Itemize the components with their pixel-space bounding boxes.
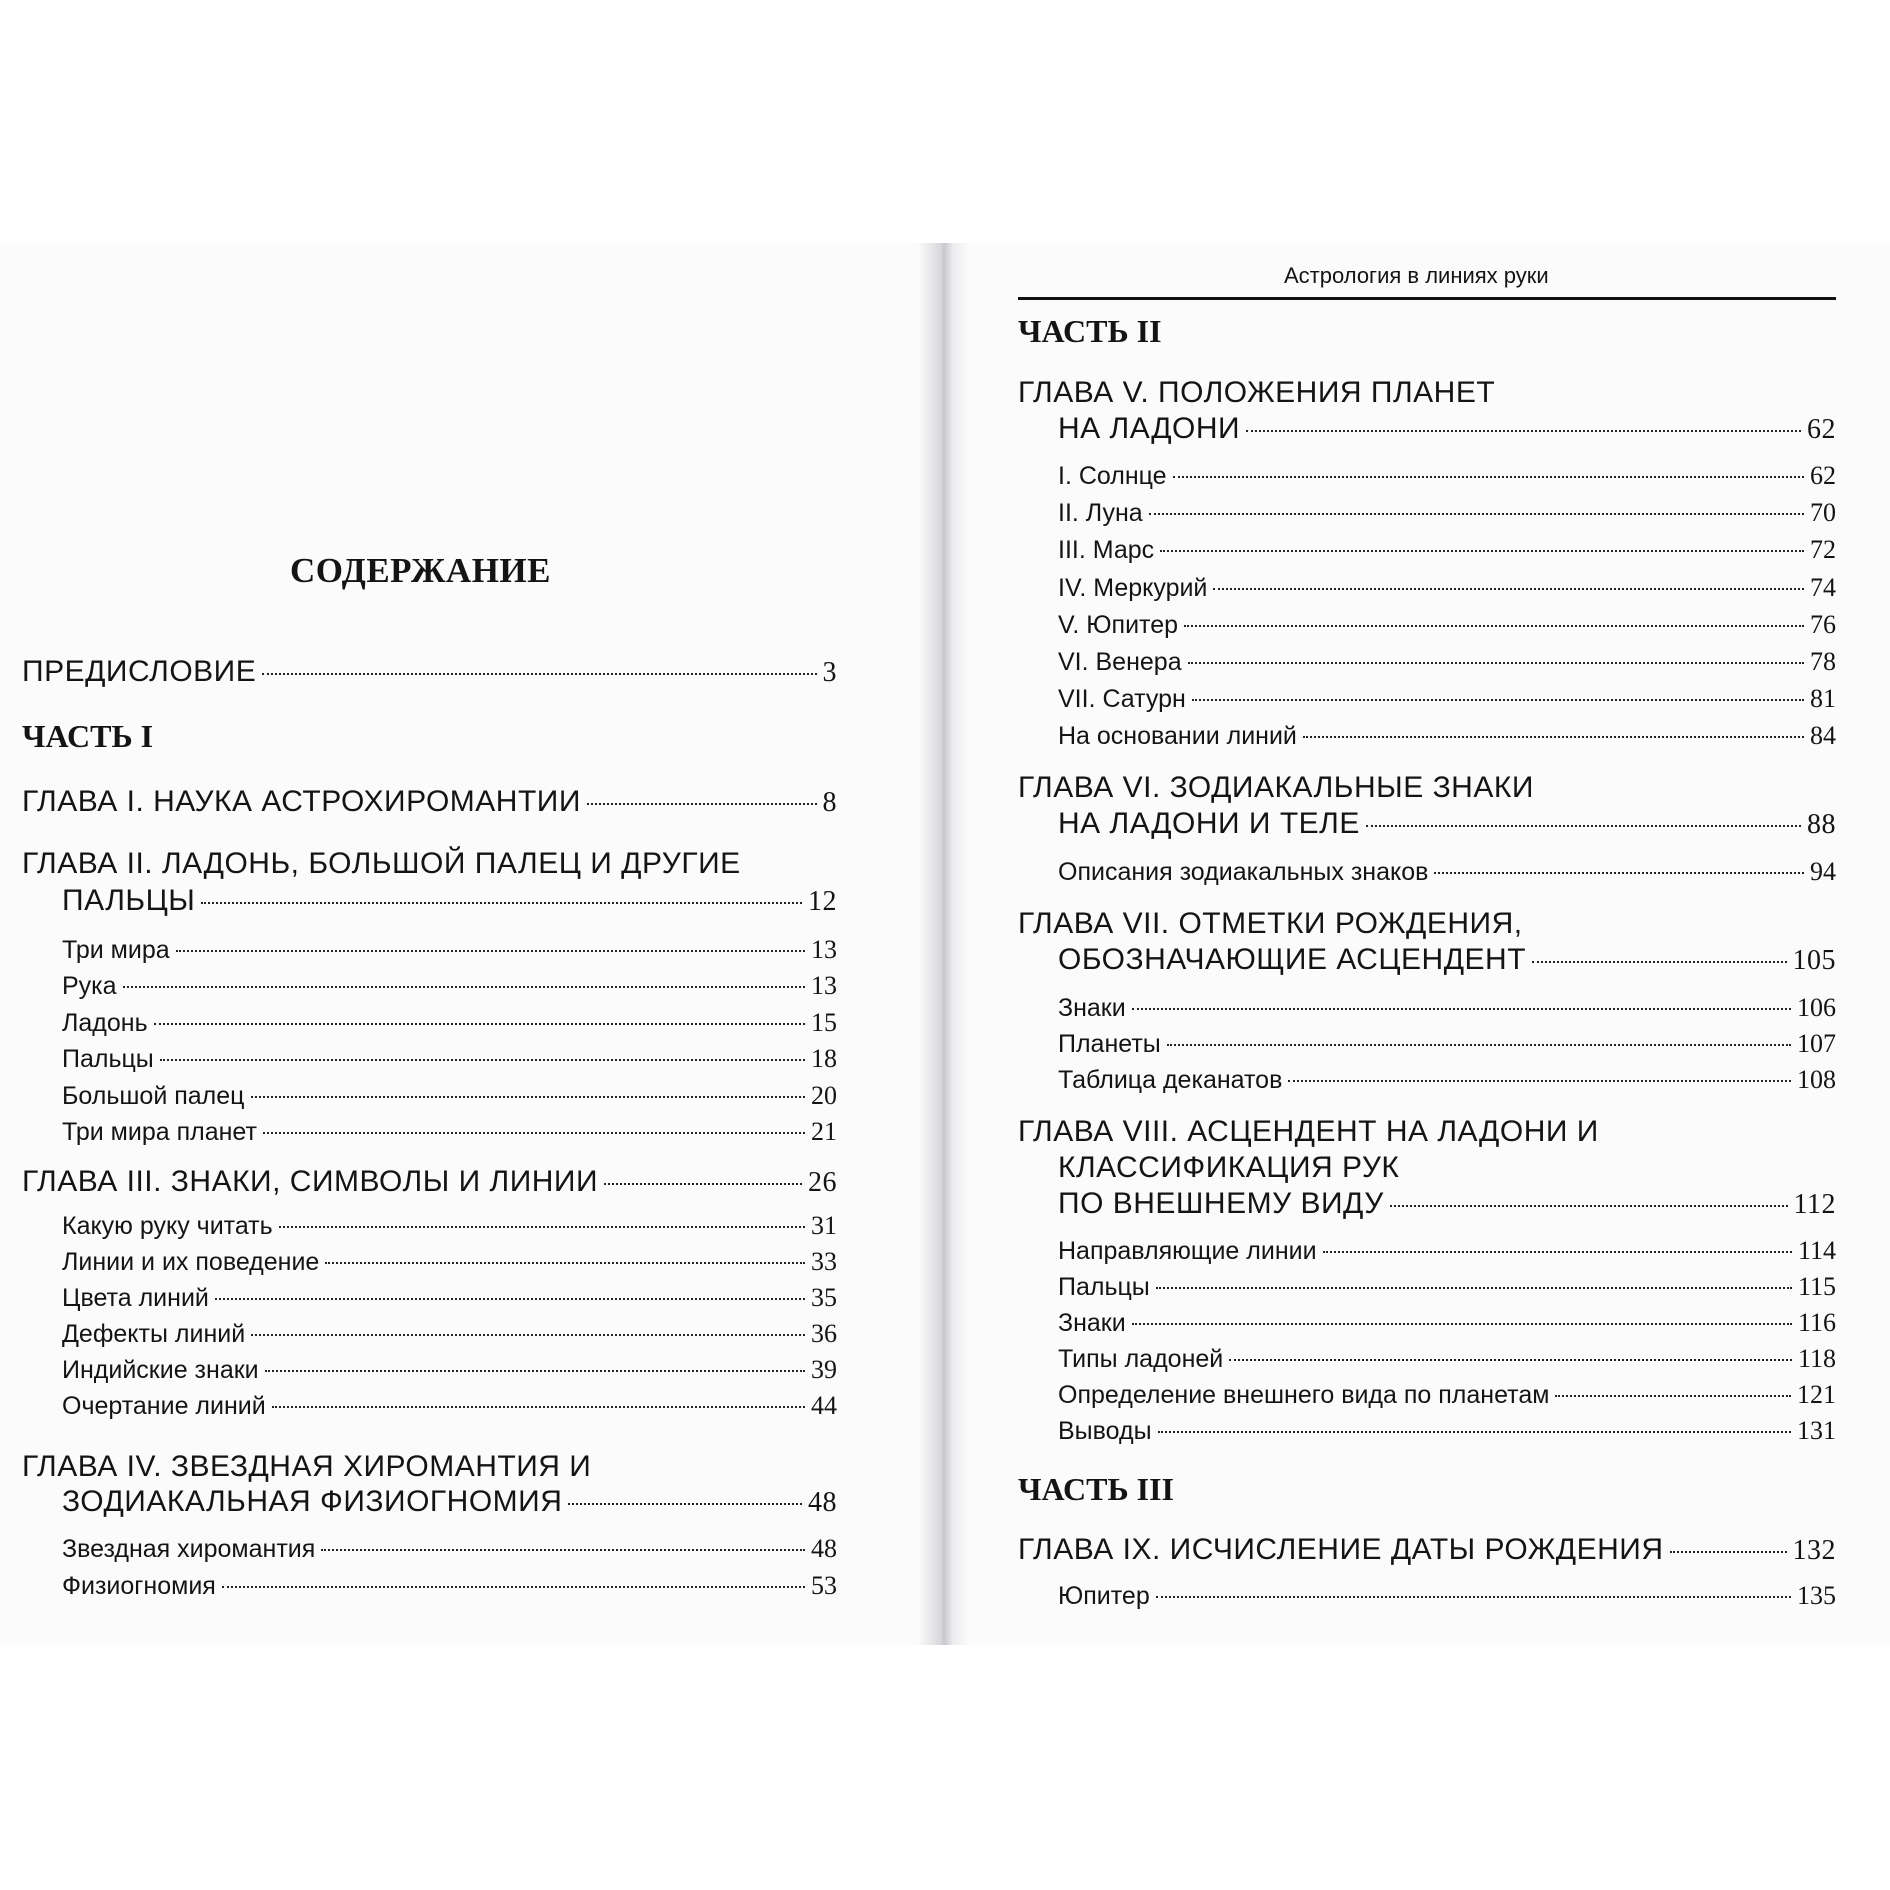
toc-item[interactable]: Три мира планет 21 [62,1117,837,1146]
toc-chapter-3[interactable]: ГЛАВА III. ЗНАКИ, СИМВОЛЫ И ЛИНИИ 26 [22,1165,837,1198]
toc-item[interactable]: Ладонь 15 [62,1008,837,1037]
toc-chapter-9[interactable]: ГЛАВА IX. ИСЧИСЛЕНИЕ ДАТЫ РОЖДЕНИЯ 132 [1018,1533,1836,1566]
toc-item[interactable]: Пальцы 115 [1058,1272,1836,1301]
dot-leader [251,1096,806,1098]
toc-item[interactable]: III. Марс 72 [1058,535,1836,564]
toc-chapter-2[interactable]: ПАЛЬЦЫ 12 [62,884,837,917]
dot-leader [1532,961,1786,963]
toc-item[interactable]: VII. Сатурн 81 [1058,684,1836,713]
dot-leader [160,1059,805,1061]
dot-leader [272,1406,805,1408]
dot-leader [1670,1551,1787,1553]
dot-leader [279,1226,805,1228]
dot-leader [1434,872,1804,874]
running-head [1018,257,1836,300]
dot-leader [123,986,805,988]
dot-leader [251,1334,805,1336]
toc-item[interactable]: V. Юпитер 76 [1058,610,1836,639]
toc-item[interactable]: На основании линий 84 [1058,721,1836,750]
toc-item[interactable]: Рука 13 [62,971,837,1000]
dot-leader [325,1262,805,1264]
dot-leader [263,1132,805,1134]
dot-leader [1184,625,1804,627]
toc-item[interactable]: Большой палец 20 [62,1081,837,1110]
dot-leader [1390,1205,1788,1207]
part-heading-3: ЧАСТЬ III [1018,1471,1174,1507]
toc-item[interactable]: Таблица деканатов 108 [1058,1065,1836,1094]
toc-chapter-4[interactable]: ЗОДИАКАЛЬНАЯ ФИЗИОГНОМИЯ 48 [62,1485,837,1518]
toc-item[interactable]: Дефекты линий 36 [62,1319,837,1348]
dot-leader [1132,1323,1792,1325]
dot-leader [201,902,802,904]
toc-item[interactable]: Юпитер 135 [1058,1581,1836,1610]
toc-chapter-1[interactable]: ГЛАВА I. НАУКА АСТРОХИРОМАНТИИ 8 [22,785,837,818]
dot-leader [321,1549,805,1551]
toc-item[interactable]: Физиогномия 53 [62,1571,837,1600]
book-gutter [918,243,968,1645]
book-spread [0,243,1890,1645]
dot-leader [1246,430,1801,432]
toc-item[interactable]: IV. Меркурий 74 [1058,573,1836,602]
dot-leader [1323,1251,1792,1253]
dot-leader [587,803,817,805]
part-heading-1: ЧАСТЬ I [22,718,154,754]
toc-item[interactable]: Описания зодиакальных знаков 94 [1058,857,1836,886]
toc-chapter-6[interactable]: НА ЛАДОНИ И ТЕЛЕ 88 [1058,807,1836,840]
toc-item[interactable]: Линии и их поведение 33 [62,1247,837,1276]
dot-leader [604,1183,802,1185]
toc-item[interactable]: II. Луна 70 [1058,498,1836,527]
toc-chapter-6-line1: ГЛАВА VI. ЗОДИАКАЛЬНЫЕ ЗНАКИ [1018,771,1534,804]
toc-chapter-5-line1: ГЛАВА V. ПОЛОЖЕНИЯ ПЛАНЕТ [1018,376,1496,409]
toc-entry-preface[interactable]: ПРЕДИСЛОВИЕ 3 [22,655,837,688]
dot-leader [222,1586,805,1588]
dot-leader [1229,1359,1792,1361]
dot-leader [154,1023,805,1025]
dot-leader [1303,736,1804,738]
dot-leader [1149,513,1804,515]
toc-item[interactable]: Какую руку читать 31 [62,1211,837,1240]
dot-leader [1160,550,1804,552]
toc-chapter-7[interactable]: ОБОЗНАЧАЮЩИЕ АСЦЕНДЕНТ 105 [1058,943,1836,976]
dot-leader [1158,1431,1791,1433]
toc-item[interactable]: Выводы 131 [1058,1416,1836,1445]
dot-leader [1167,1044,1791,1046]
page-title: СОДЕРЖАНИЕ [290,551,552,590]
toc-item[interactable]: Цвета линий 35 [62,1283,837,1312]
toc-chapter-8-line1: ГЛАВА VIII. АСЦЕНДЕНТ НА ЛАДОНИ И [1018,1115,1599,1148]
dot-leader [1366,825,1801,827]
toc-item[interactable]: Пальцы 18 [62,1044,837,1073]
dot-leader [1192,699,1804,701]
toc-item[interactable]: I. Солнце 62 [1058,461,1836,490]
toc-item[interactable]: VI. Венера 78 [1058,647,1836,676]
dot-leader [1188,662,1804,664]
running-head-text: Астрология в линиях руки [1284,263,1549,288]
toc-chapter-8-line2: КЛАССИФИКАЦИЯ РУК [1058,1151,1400,1184]
toc-item[interactable]: Типы ладоней 118 [1058,1344,1836,1373]
toc-chapter-7-line1: ГЛАВА VII. ОТМЕТКИ РОЖДЕНИЯ, [1018,907,1523,940]
dot-leader [176,950,805,952]
toc-chapter-5[interactable]: НА ЛАДОНИ 62 [1058,412,1836,445]
toc-item[interactable]: Индийские знаки 39 [62,1355,837,1384]
dot-leader [568,1503,802,1505]
dot-leader [265,1370,805,1372]
dot-leader [1156,1596,1791,1598]
toc-chapter-4-line1: ГЛАВА IV. ЗВЕЗДНАЯ ХИРОМАНТИЯ И [22,1450,592,1483]
toc-item[interactable]: Направляющие линии 114 [1058,1236,1836,1265]
toc-item[interactable]: Знаки 106 [1058,993,1836,1022]
toc-item[interactable]: Звездная хиромантия 48 [62,1534,837,1563]
toc-item[interactable]: Определение внешнего вида по планетам 121 [1058,1380,1836,1409]
dot-leader [1173,476,1804,478]
dot-leader [1288,1080,1791,1082]
toc-item[interactable]: Планеты 107 [1058,1029,1836,1058]
dot-leader [1156,1287,1792,1289]
toc-item[interactable]: Три мира 13 [62,935,837,964]
dot-leader [1555,1395,1791,1397]
toc-item[interactable]: Знаки 116 [1058,1308,1836,1337]
toc-item[interactable]: Очертание линий 44 [62,1391,837,1420]
dot-leader [215,1298,805,1300]
part-heading-2: ЧАСТЬ II [1018,313,1162,349]
dot-leader [1132,1008,1791,1010]
dot-leader [1213,588,1804,590]
toc-chapter-2-line1: ГЛАВА II. ЛАДОНЬ, БОЛЬШОЙ ПАЛЕЦ И ДРУГИЕ [22,847,741,880]
dot-leader [262,673,816,675]
toc-chapter-8[interactable]: ПО ВНЕШНЕМУ ВИДУ 112 [1058,1187,1836,1220]
